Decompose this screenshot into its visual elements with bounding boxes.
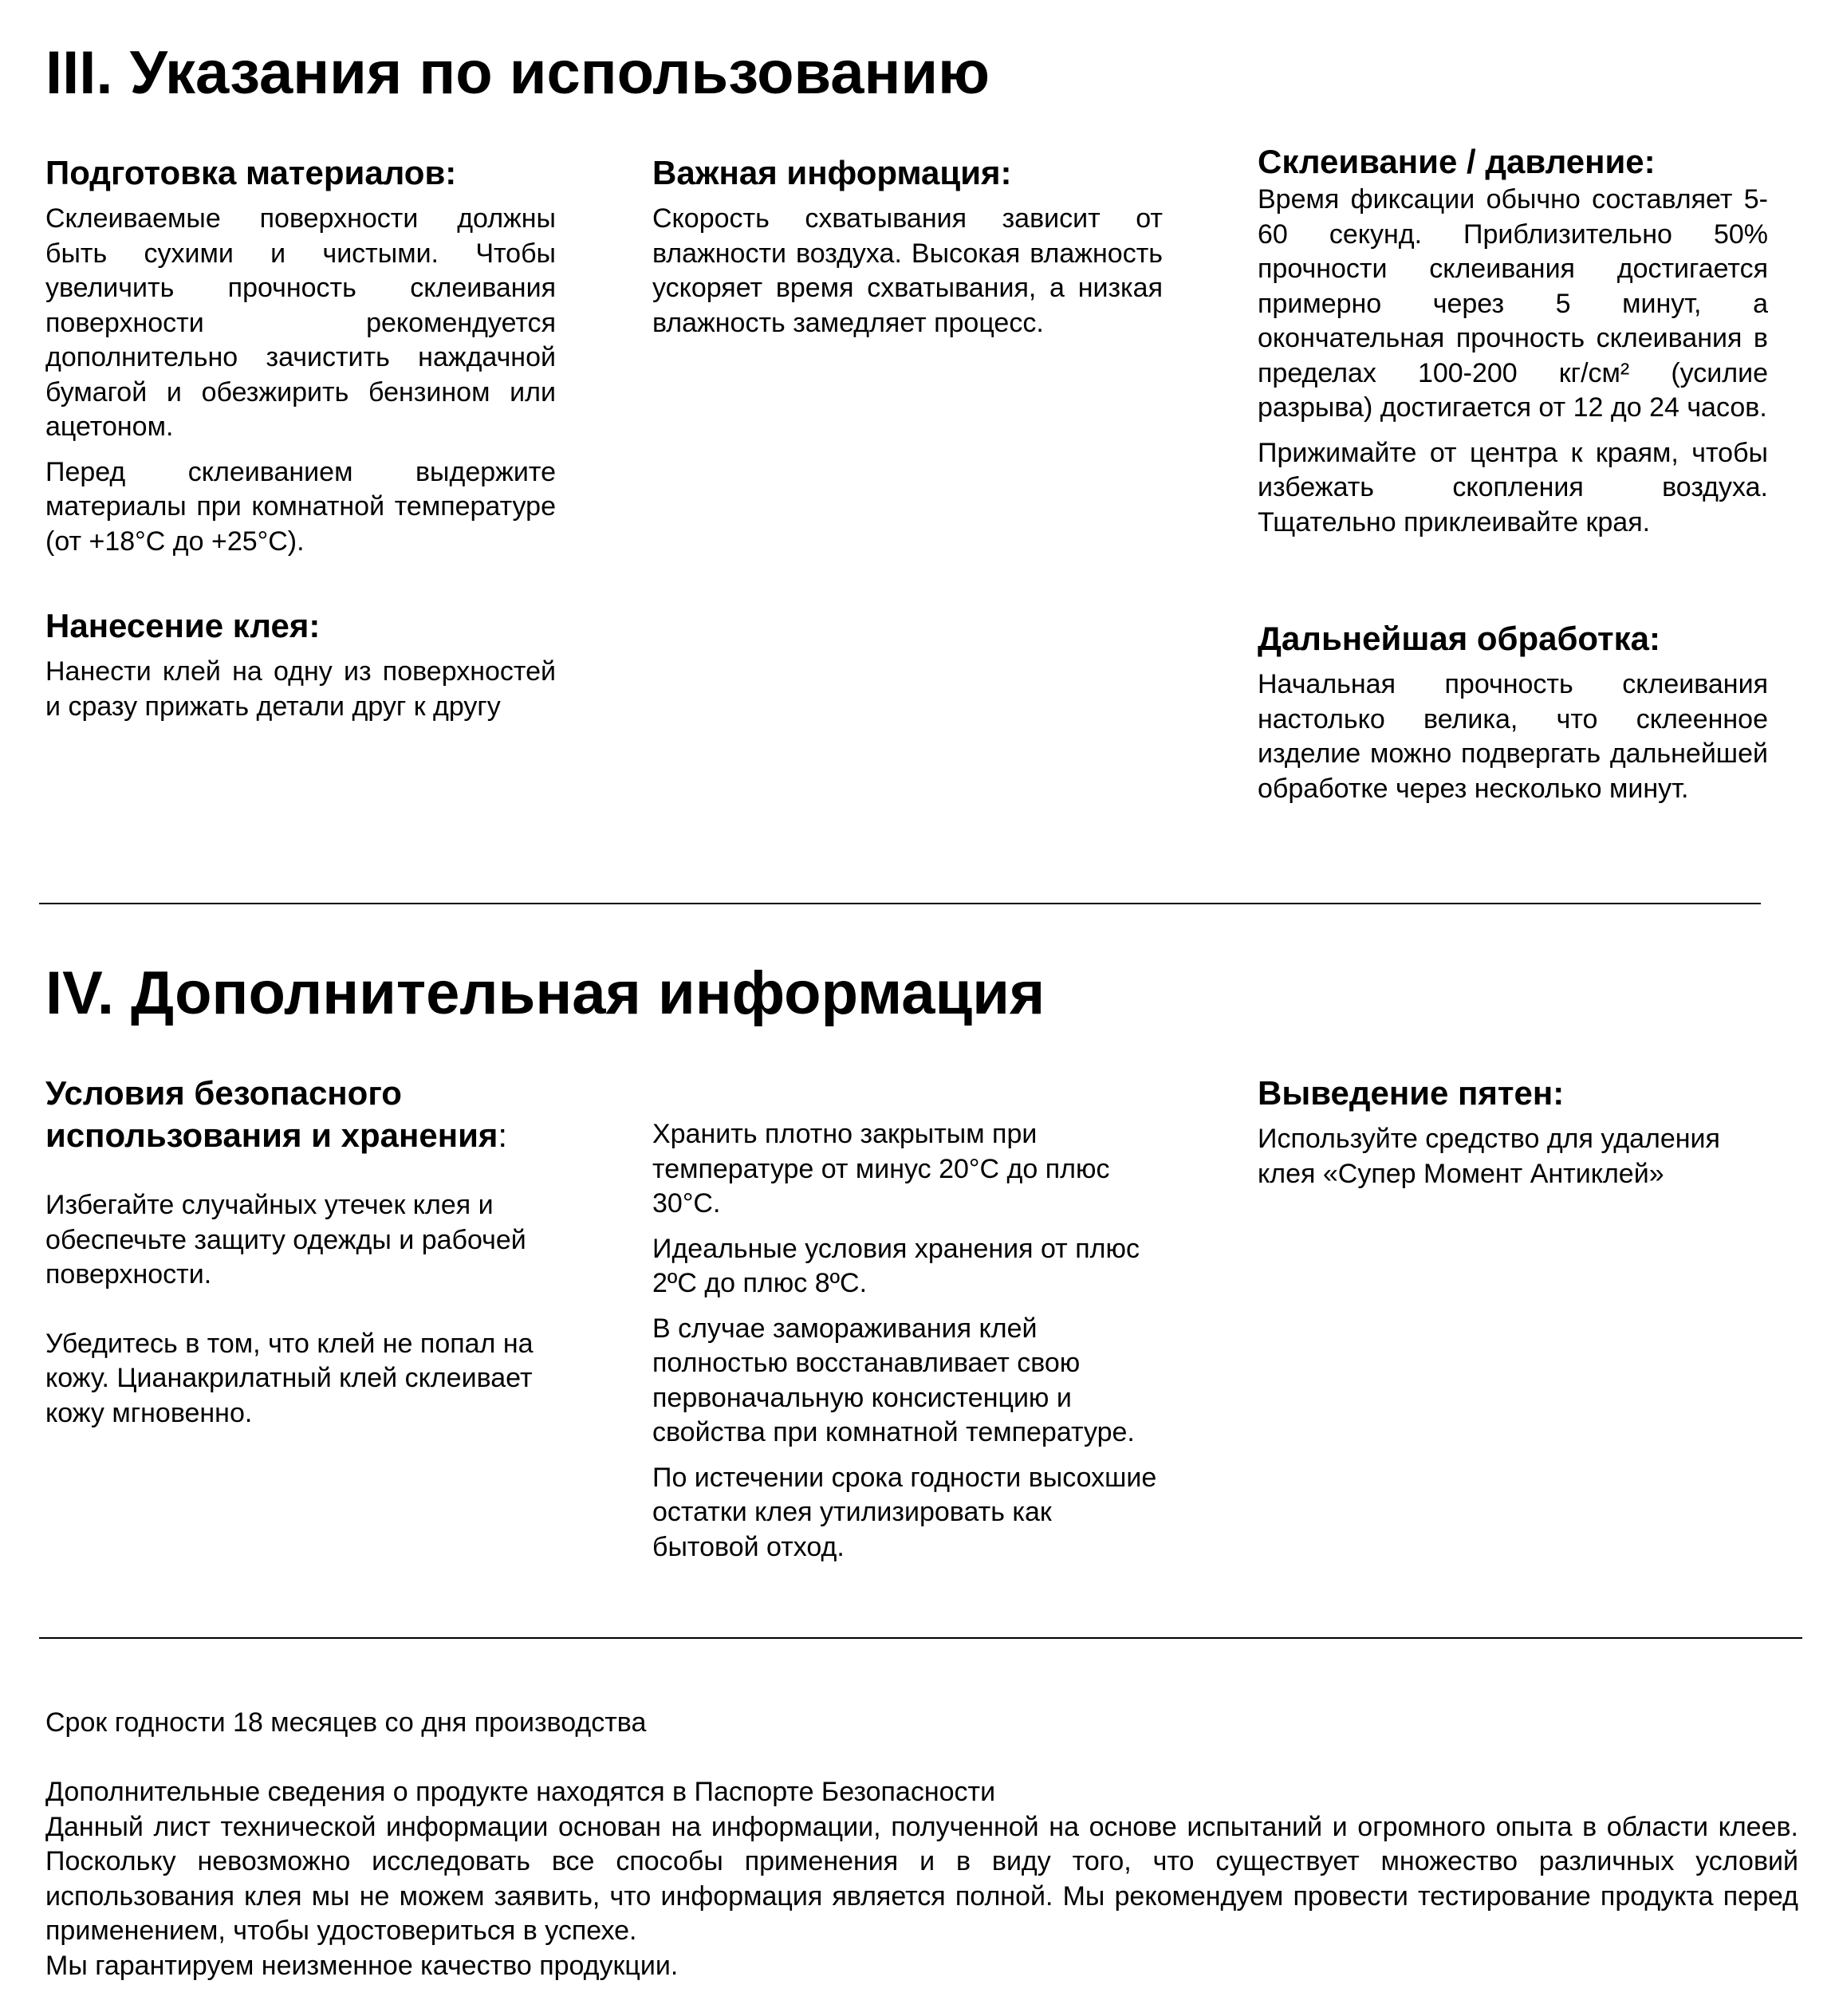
further-block — [1258, 617, 1768, 817]
disclaimer: Данный лист технической информации основан на информации, полученной на основе испытаний и огромного опыта в области клеев. Поскольку невозможно исследовать все способы применения и в виду того, что существует множество различных условий использования клея мы не можем заявить, что информация является полной. Мы рекомендуем провести тестирование продукта перед применением, чтобы удостовериться в успехе. — [45, 1811, 1798, 1946]
safety-heading: Условия безопасного использования и хранения — [45, 1074, 498, 1154]
safety-paragraph: Убедитесь в том, что клей не попал на кожу. Цианакрилатный клей склеивает кожу мгновенно. — [45, 1328, 534, 1428]
bonding-block — [1258, 140, 1768, 550]
stains-paragraph: Используйте средство для удаления клея «Супер Момент Антиклей» — [1258, 1124, 1720, 1189]
further-paragraph: Начальная прочность склеивания настолько велика, что склеенное изделие можно подвергать дальнейшей обработке через несколько минут. — [1258, 669, 1768, 804]
safety-heading-suffix: : — [498, 1116, 508, 1154]
shelf-life: Срок годности 18 месяцев со дня производства — [45, 1707, 647, 1738]
bonding-paragraph: Прижимайте от центра к краям, чтобы избежать скопления воздуха. Тщательно приклеивайте края. — [1258, 437, 1768, 537]
safety-block — [45, 1072, 556, 1441]
storage-paragraph: Идеальные условия хранения от плюс 2ºC до плюс 8ºC. — [652, 1233, 1140, 1298]
section-4-title: IV. Дополнительная информация — [45, 959, 1045, 1027]
stains-block — [1258, 1072, 1768, 1202]
divider — [39, 1637, 1802, 1639]
important-block — [652, 152, 1163, 351]
apply-paragraph: Нанести клей на одну из поверхностей и сразу прижать детали друг к другу — [45, 656, 556, 722]
storage-block — [652, 1117, 1163, 1575]
safety-paragraph: Избегайте случайных утечек клея и обеспечьте защиту одежды и рабочей поверхности. — [45, 1190, 526, 1290]
prep-block — [45, 152, 556, 569]
bonding-paragraph: Время фиксации обычно составляет 5-60 секунд. Приблизительно 50% прочности склеивания достигается примерно через 5 минут, а окончательная прочность склеивания в пределах 100-200 кг/см² (усилие разрыва) достигается от 12 до 24 часов. — [1258, 184, 1768, 423]
more-info: Дополнительные сведения о продукте находятся в Паспорте Безопасности — [45, 1777, 996, 1807]
important-paragraph: Скорость схватывания зависит от влажности воздуха. Высокая влажность ускоряет время схватывания, а низкая влажность замедляет процесс. — [652, 203, 1163, 338]
stains-heading: Выведение пятен: — [1258, 1074, 1565, 1112]
footer — [45, 1706, 1798, 1983]
section-3-title: III. Указания по использованию — [45, 39, 990, 107]
bonding-heading: Склеивание / давление: — [1258, 143, 1656, 180]
prep-paragraph: Перед склеиванием выдержите материалы при комнатной температуре (от +18°C до +25°C). — [45, 456, 556, 557]
important-heading: Важная информация: — [652, 154, 1012, 191]
further-heading: Дальнейшая обработка: — [1258, 620, 1660, 657]
prep-paragraph: Склеиваемые поверхности должны быть сухими и чистыми. Чтобы увеличить прочность склеивания поверхности рекомендуется дополнительно зачистить наждачной бумагой и обезжирить бензином или ацетоном. — [45, 203, 556, 442]
prep-heading: Подготовка материалов: — [45, 154, 457, 191]
guarantee: Мы гарантируем неизменное качество продукции. — [45, 1950, 679, 1981]
divider — [39, 903, 1761, 904]
storage-paragraph: Хранить плотно закрытым при температуре от минус 20°C до плюс 30°C. — [652, 1119, 1110, 1219]
apply-heading: Нанесение клея: — [45, 607, 321, 644]
apply-block — [45, 604, 556, 734]
storage-paragraph: В случае замораживания клей полностью восстанавливает свою первоначальную консистенцию и свойства при комнатной температуре. — [652, 1313, 1135, 1447]
storage-paragraph: По истечении срока годности высохшие остатки клея утилизировать как бытовой отход. — [652, 1462, 1157, 1562]
